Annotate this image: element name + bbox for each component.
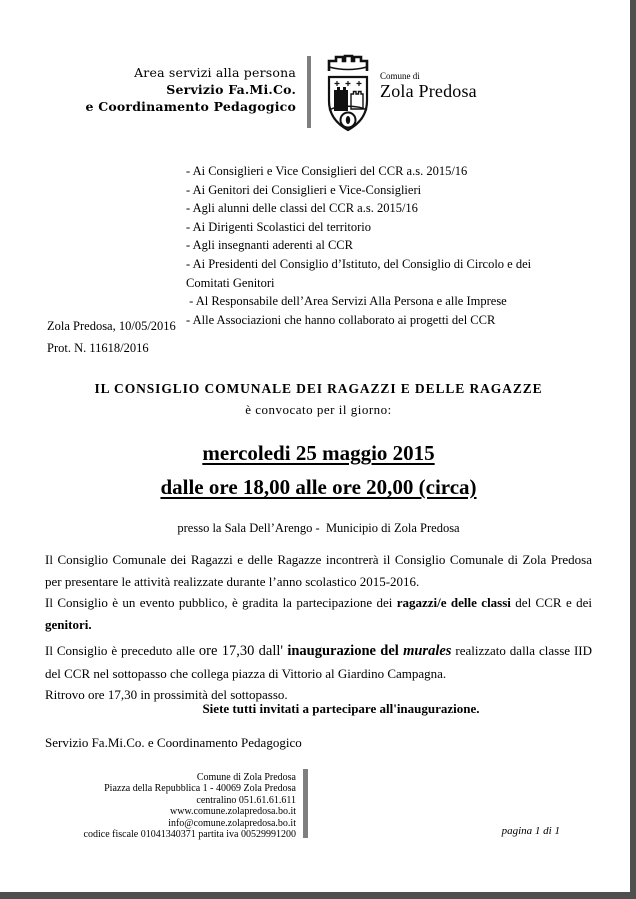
- footer-line: codice fiscale 01041340371 partita iva 00529991200: [83, 829, 296, 841]
- footer-line: Piazza della Repubblica 1 - 40069 Zola Predosa: [104, 783, 296, 795]
- paragraph-text: del CCR e dei: [510, 595, 592, 610]
- signature-line: Servizio Fa.Mi.Co. e Coordinamento Pedagogico: [45, 735, 302, 750]
- department-line: Area servizi alla persona: [134, 65, 296, 80]
- header-divider: [307, 56, 311, 128]
- footer-line: info@comune.zolapredosa.bo.it: [168, 817, 296, 829]
- invitation-line: Siete tutti invitati a partecipare all'inaugurazione.: [202, 701, 480, 716]
- event-time: dalle ore 18,00 alle ore 20,00 (circa): [160, 475, 477, 499]
- logo-prefix: Comune di: [380, 71, 420, 81]
- paragraph-intro: [45, 549, 592, 635]
- paragraph-text-bold-italic: murales: [403, 643, 452, 659]
- event-venue: presso la Sala Dell’Arengo - Municipio di Zola Predosa: [177, 521, 460, 535]
- recipient-line: - Agli alunni delle classi del CCR a.s. 2015/16: [186, 201, 418, 216]
- recipient-line: - Ai Dirigenti Scolastici del territorio: [186, 219, 372, 234]
- department-line: e Coordinamento Pedagogico: [85, 99, 296, 114]
- document-subtitle: è convocato per il giorno:: [245, 402, 392, 417]
- department-line: Servizio Fa.Mi.Co.: [166, 82, 296, 97]
- place-date: Zola Predosa, 10/05/2016: [47, 319, 176, 333]
- paragraph-text: Il Consiglio è un evento pubblico, è gradita la partecipazione dei: [45, 595, 397, 610]
- logo-name: Zola Predosa: [380, 81, 477, 101]
- recipients-list: [186, 162, 606, 329]
- coat-of-arms-icon: [316, 54, 380, 141]
- protocol-number: Prot. N. 11618/2016: [47, 341, 149, 355]
- paragraph-inauguration: [45, 640, 592, 706]
- footer-line: Comune di Zola Predosa: [196, 772, 296, 783]
- recipient-line: - Alle Associazioni che hanno collaborato ai progetti del CCR: [186, 312, 496, 327]
- footer-divider: [303, 769, 308, 838]
- municipality-logo-text: [380, 72, 477, 100]
- recipient-line: - Agli insegnanti aderenti al CCR: [186, 238, 353, 253]
- recipient-line: - Ai Presidenti del Consiglio d’Istituto, del Consiglio di Circolo e dei: [186, 256, 532, 271]
- footer-line: centralino 051.61.61.611: [196, 794, 296, 806]
- footer-line: www.comune.zolapredosa.bo.it: [170, 806, 296, 818]
- footer-address-block: [0, 772, 296, 840]
- paragraph-text-bold: inaugurazione del: [287, 643, 404, 659]
- page-number: pagina 1 di 1: [501, 825, 560, 837]
- department-block: [0, 64, 296, 115]
- paragraph-text-bold: ragazzi/e delle classi: [396, 595, 511, 610]
- recipient-line: Comitati Genitori: [186, 275, 275, 290]
- paragraph-text: Il Consiglio è preceduto alle: [45, 643, 199, 658]
- recipient-line: - Ai Consiglieri e Vice Consiglieri del CCR a.s. 2015/16: [186, 164, 468, 178]
- paragraph-text: Ritrovo ore 17,30 in prossimità del sottopasso.: [45, 687, 288, 702]
- paragraph-text: realizzato dalla classe IID del CCR nel sottopasso che collega piazza di Vittorio al Giardino Campagna.: [45, 643, 593, 681]
- document-title: IL CONSIGLIO COMUNALE DEI RAGAZZI E DELLE RAGAZZE: [94, 381, 543, 396]
- event-date: mercoledi 25 maggio 2015: [202, 441, 435, 465]
- paragraph-text-bold: genitori.: [45, 616, 92, 632]
- recipient-line: - Ai Genitori dei Consiglieri e Vice-Consiglieri: [186, 182, 422, 197]
- paragraph-text: Il Consiglio Comunale dei Ragazzi e delle Ragazze incontrerà il Consiglio Comunale di Zola Predosa per presentare le attività realizzate durante l’anno scolastico 2015-2016.: [45, 552, 592, 589]
- paragraph-text-large: ore 17,30 dall': [198, 643, 288, 659]
- recipient-line: - Al Responsabile dell’Area Servizi Alla Persona e alle Imprese: [186, 294, 507, 309]
